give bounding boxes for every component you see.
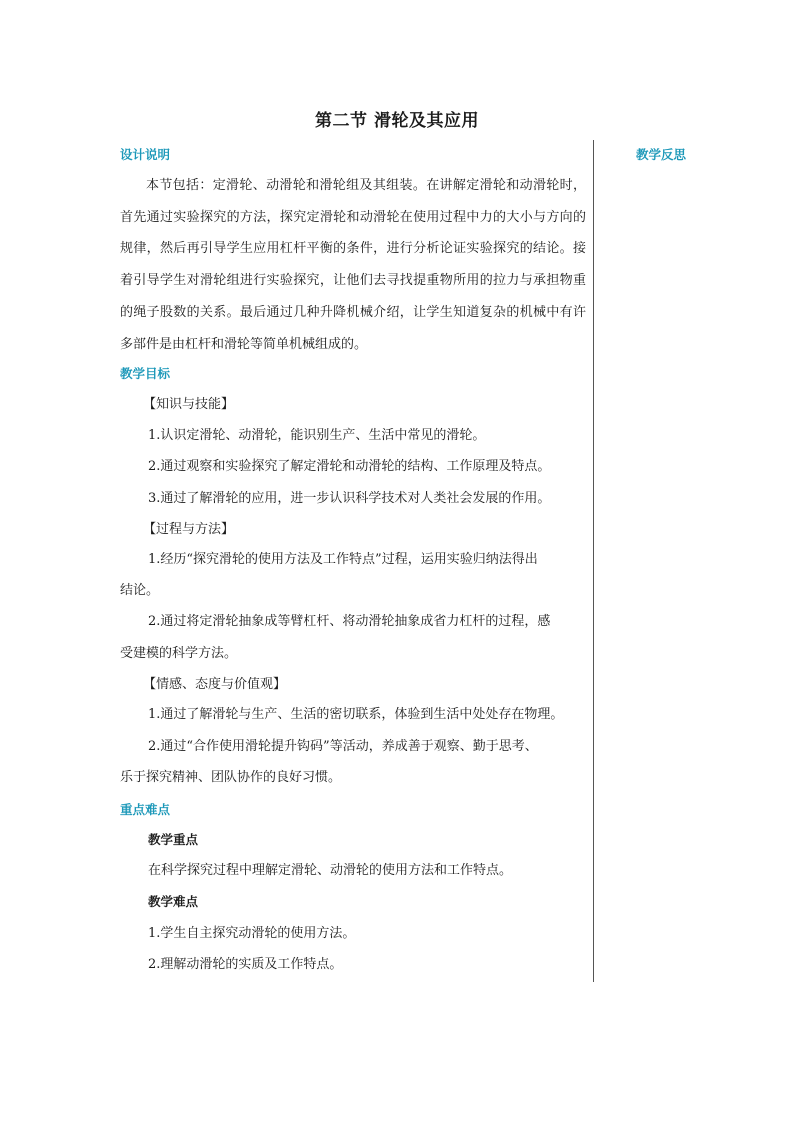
focus-label: 教学重点 <box>148 832 199 847</box>
page-title: 第二节 滑轮及其应用 <box>315 111 479 131</box>
design-paragraph: 本节包括：定滑轮、动滑轮和滑轮组及其组装。在讲解定滑轮和动滑轮时，首先通过实验探究的方法，探究定滑轮和动滑轮在使用过程中力的大小与方向的规律，然后再引导学生应用杠杆平衡的条件，进行分析论证实验探究的结论。接着引导学生对滑轮组进行实验探究，让他们去寻找提重物所用的拉力与承担物重的绳子股数的关系。最后通过几种升降机械介绍，让学生知道复杂的机械中有许多部件是由杠杆和滑轮等简单机械组成的。 <box>120 178 586 352</box>
difficulty-item-2: 2.理解动滑轮的实质及工作特点。 <box>148 957 343 972</box>
design-heading: 设计说明 <box>120 147 171 162</box>
process-label: 【过程与方法】 <box>143 522 235 537</box>
reflection-header: 教学反思 <box>636 147 687 162</box>
process-item-2-line-1: 2.通过将定滑轮抽象成等臂杠杆、将动滑轮抽象成省力杠杆的过程，感 <box>148 614 551 629</box>
goals-heading: 教学目标 <box>120 366 171 381</box>
focus-text: 在科学探究过程中理解定滑轮、动滑轮的使用方法和工作特点。 <box>148 863 513 878</box>
knowledge-item-2: 2.通过观察和实验探究了解定滑轮和动滑轮的结构、工作原理及特点。 <box>148 459 551 474</box>
emotion-item-2-line-2: 乐于探究精神、团队协作的良好习惯。 <box>120 770 342 785</box>
keypoints-heading: 重点难点 <box>120 802 171 817</box>
knowledge-item-3: 3.通过了解滑轮的应用，进一步认识科学技术对人类社会发展的作用。 <box>148 491 551 506</box>
process-item-2-line-2: 受建模的科学方法。 <box>120 646 238 661</box>
knowledge-label: 【知识与技能】 <box>143 397 235 412</box>
knowledge-item-1: 1.认识定滑轮、动滑轮，能识别生产、生活中常见的滑轮。 <box>148 428 486 443</box>
emotion-label: 【情感、态度与价值观】 <box>143 677 287 692</box>
difficulty-item-1: 1.学生自主探究动滑轮的使用方法。 <box>148 926 356 941</box>
difficulty-label: 教学难点 <box>148 894 199 909</box>
process-item-1-line-1: 1.经历“探究滑轮的使用方法及工作特点”过程，运用实验归纳法得出 <box>148 552 538 567</box>
emotion-item-2-line-1: 2.通过“合作使用滑轮提升钩码”等活动，养成善于观察、勤于思考、 <box>148 739 538 754</box>
process-item-1-line-2: 结论。 <box>120 583 160 598</box>
emotion-item-1: 1.通过了解滑轮与生产、生活的密切联系，体验到生活中处处存在物理。 <box>148 707 564 722</box>
